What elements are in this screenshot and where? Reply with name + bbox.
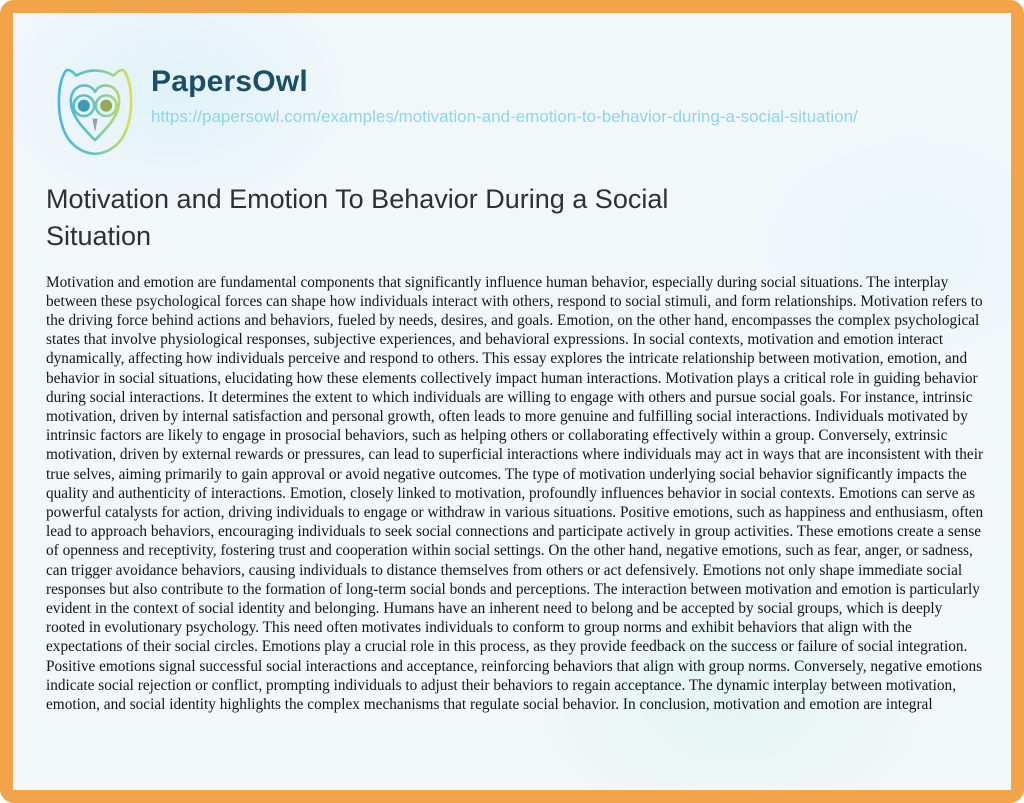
essay-body: Motivation and emotion are fundamental components that significantly influence human behavior, especially during social situations. The interplay between these psychological forces can shape how individuals interact with others, respond to social stimuli, and form relationships. Motivation refers to the driving force behind actions and behaviors, fueled by needs, desires, and goals. Emotion, on the other hand, encompasses the complex psychological states that involve physiological responses, subjective experiences, and behavioral expressions. In social contexts, motivation and emotion interact dynamically, affecting how individuals perceive and respond to others. This essay explores the intricate relationship between motivation, emotion, and behavior in social situations, elucidating how these elements collectively impact human interactions. Motivation plays a critical role in guiding behavior during social interactions. It determines the extent to which individuals are willing to engage with others and pursue social goals. For instance, intrinsic motivation, driven by internal satisfaction and personal growth, often leads to more genuine and fulfilling social interactions. Individuals motivated by intrinsic factors are likely to engage in prosocial behaviors, such as helping others or collaborating effectively within a group. Conversely, extrinsic motivation, driven by external rewards or pressures, can lead to superficial interactions where individuals may act in ways that are inconsistent with their true selves, aiming primarily to gain approval or avoid negative outcomes. The type of motivation underlying social behavior significantly impacts the quality and authenticity of interactions. Emotion, closely linked to motivation, profoundly influences behavior in social contexts. Emotions can serve as powerful catalysts for action, driving individuals to engage or withdraw in various situations. Positive emotions, such as happiness and enthusiasm, often lead to approach behaviors, encouraging individuals to seek social connections and participate actively in group activities. These emotions create a sense of openness and receptivity, fostering trust and cooperation within social settings. On the other hand, negative emotions, such as fear, anger, or sadness, can trigger avoidance behaviors, causing individuals to distance themselves from others or act defensively. Emotions not only shape immediate social responses but also contribute to the formation of long-term social bonds and perceptions. The interaction between motivation and emotion is particularly evident in the context of social identity and belonging. Humans have an inherent need to belong and be accepted by social groups, which is deeply rooted in evolutionary psychology. This need often motivates individuals to conform to group norms and exhibit behaviors that align with the expectations of their social circles. Emotions play a crucial role in this process, as they provide feedback on the success or failure of social integration. Positive emotions signal successful social interactions and acceptance, reinforcing behaviors that align with group norms. Conversely, negative emotions indicate social rejection or conflict, prompting individuals to adjust their behaviors to regain acceptance. The dynamic interplay between motivation, emotion, and social identity highlights the complex mechanisms that regulate social behavior. In conclusion, motivation and emotion are integral [46, 273, 984, 713]
page-title: Motivation and Emotion To Behavior During a Social Situation [46, 184, 669, 252]
header-text [151, 61, 858, 130]
owl-logo-icon [52, 61, 138, 159]
page-url-link[interactable]: https://papersowl.com/examples/motivation-and-emotion-to-behavior-during-a-social-situation/ [151, 107, 858, 126]
brand-name: PapersOwl [151, 65, 308, 98]
page-content [13, 13, 1011, 714]
header [46, 61, 978, 159]
